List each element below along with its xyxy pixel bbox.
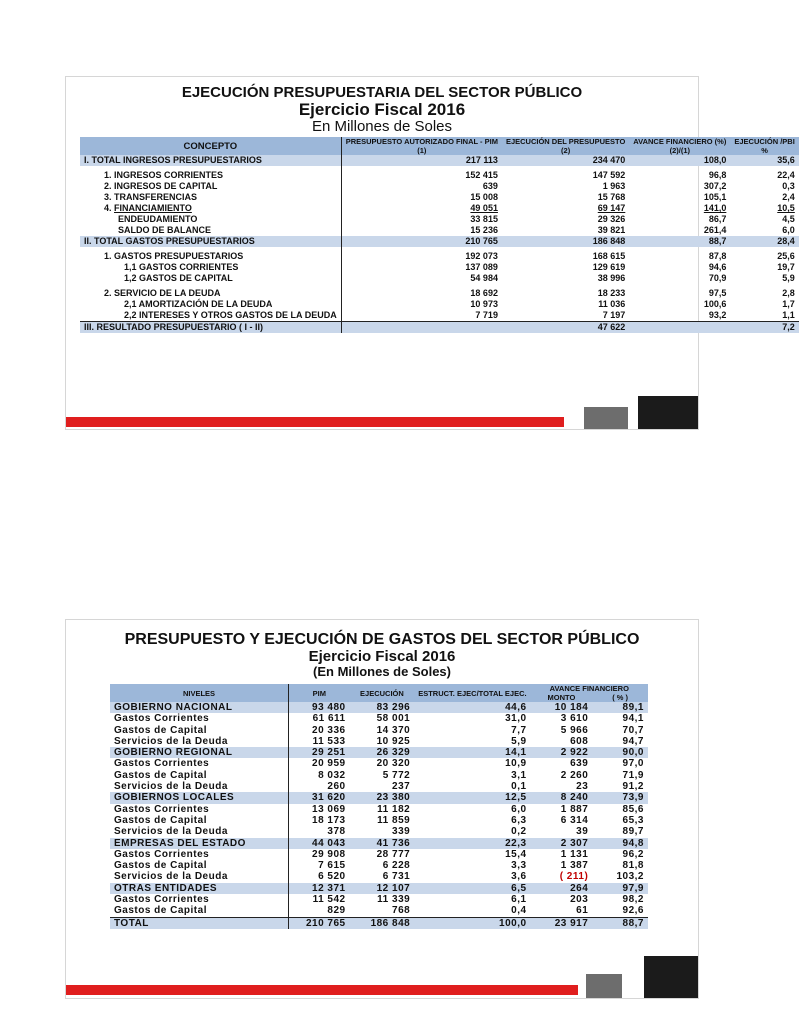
cell-estructura: 15,4 [505, 848, 527, 860]
cell-ejec: 11 339 [377, 894, 411, 906]
header-monto: MONTO [531, 693, 593, 702]
slide1-units: En Millones de Soles [311, 117, 453, 135]
row-label: 2. INGRESOS DE CAPITAL [80, 181, 341, 192]
cell-estructura: 14,1 [414, 747, 530, 758]
row-label: 1. GASTOS PRESUPUESTARIOS [80, 251, 341, 262]
cell-avance: 141,0 [703, 203, 727, 213]
cell-monto: 608 [570, 735, 589, 747]
cell-ejec: 147 592 [592, 170, 626, 180]
cell-pim: 210 765 [341, 236, 502, 247]
cell-pim: 12 371 [289, 883, 350, 894]
row-label: 1,1 GASTOS CORRIENTES [80, 262, 341, 273]
cell-pim: 378 [327, 826, 346, 838]
row-label: I. TOTAL INGRESOS PRESUPUESTARIOS [80, 155, 341, 166]
cell-pbi: 25,6 [777, 251, 795, 261]
spending-levels-table [110, 684, 648, 929]
table-row [80, 181, 799, 192]
cell-pim: 20 959 [312, 758, 346, 770]
cell-avance: 261,4 [703, 225, 727, 235]
row-label-underlined: FINANCIAMIENTO [114, 203, 192, 213]
row-label: 3. TRANSFERENCIAS [80, 192, 341, 203]
row-label: Gastos Corrientes [110, 758, 289, 769]
cell-ejec: 339 [392, 826, 411, 838]
table-row [110, 725, 648, 736]
cell-avance [629, 322, 730, 334]
section-row [110, 917, 648, 929]
cell-ejec: 7 197 [502, 310, 629, 322]
cell-pim: 61 611 [312, 713, 346, 725]
cell-monto: 61 [576, 905, 589, 917]
cell-monto: 23 [576, 781, 589, 793]
cell-ejec: 168 615 [592, 251, 626, 261]
table-row [110, 758, 648, 769]
row-label: Gastos de Capital [110, 905, 289, 917]
cell-pbi: 19,7 [777, 262, 795, 272]
cell-ejec: 18 233 [597, 288, 626, 298]
row-label: 2,1 AMORTIZACIÓN DE LA DEUDA [80, 299, 341, 310]
cell-ejec: 15 768 [597, 192, 626, 202]
cell-pct: 85,6 [622, 803, 644, 815]
row-number: 4. [104, 203, 115, 213]
cell-pim: 639 [482, 181, 498, 191]
cell-avance: 105,1 [703, 192, 727, 202]
cell-monto: 1 887 [560, 803, 589, 815]
cell-monto: 2 307 [531, 838, 593, 849]
cell-pim: 93 480 [289, 702, 350, 713]
cell-estructura: 12,5 [414, 792, 530, 803]
footer-dark-block [644, 956, 698, 998]
cell-pim: 54 984 [470, 273, 498, 283]
slide2-title: PRESUPUESTO Y EJECUCIÓN DE GASTOS DEL SECTOR PÚBLICO [124, 631, 640, 648]
cell-pim: 13 069 [312, 803, 346, 815]
cell-avance: 100,6 [703, 299, 727, 309]
cell-estructura: 6,3 [511, 814, 527, 826]
row-label: OTRAS ENTIDADES [110, 883, 289, 894]
slide-ejecucion-presupuestaria [66, 77, 795, 429]
table-row [110, 871, 648, 882]
header-ejecucion: EJECUCIÓN DEL PRESUPUESTO [502, 137, 629, 146]
row-label: Servicios de la Deuda [110, 871, 289, 882]
subheader-avance: (2)/(1) [629, 146, 730, 155]
cell-monto: 5 966 [560, 724, 589, 736]
cell-pim: 33 815 [470, 214, 498, 224]
cell-monto: 6 314 [560, 814, 589, 826]
table-row [80, 262, 799, 273]
header-concepto: CONCEPTO [80, 137, 341, 155]
cell-pct: 89,1 [592, 702, 648, 713]
cell-pbi: 4,5 [782, 214, 795, 224]
cell-monto: 10 184 [531, 702, 593, 713]
table-row [110, 905, 648, 917]
cell-pim: 15 008 [470, 192, 498, 202]
cell-ejec: 10 925 [376, 735, 411, 747]
cell-pbi: 0,3 [782, 181, 795, 191]
cell-estructura: 6,0 [511, 803, 527, 815]
cell-avance: 87,8 [708, 251, 727, 261]
footer-grey-block [586, 974, 622, 998]
slide-presupuesto-gastos [66, 620, 698, 998]
cell-ejec: 186 848 [350, 917, 415, 929]
row-label: Servicios de la Deuda [110, 826, 289, 837]
table-row [110, 713, 648, 724]
row-label: II. TOTAL GASTOS PRESUPUESTARIOS [80, 236, 341, 247]
cell-pct: 96,2 [622, 848, 644, 860]
table-row [110, 849, 648, 860]
cell-estructura: 5,9 [511, 735, 527, 747]
row-label: GOBIERNO REGIONAL [110, 747, 289, 758]
cell-pct: 70,7 [622, 724, 644, 736]
table-row [80, 155, 799, 166]
cell-ejec: 14 370 [376, 724, 411, 736]
header-pbi: EJECUCIÓN /PBI [730, 137, 798, 146]
cell-monto: 203 [570, 894, 589, 906]
row-label: Gastos de Capital [110, 770, 289, 781]
cell-estructura: 6,1 [511, 894, 527, 906]
row-label: Servicios de la Deuda [110, 736, 289, 747]
table-row [80, 288, 799, 299]
row-label: 1. INGRESOS CORRIENTES [80, 170, 341, 181]
cell-pbi: 1,7 [782, 299, 795, 309]
cell-pbi: 5,9 [782, 273, 795, 283]
cell-ejec: 1 963 [602, 181, 626, 191]
cell-pim: 8 032 [318, 769, 346, 781]
row-label: Gastos de Capital [110, 815, 289, 826]
cell-ejec: 6 731 [382, 871, 411, 883]
cell-monto: 3 610 [560, 713, 589, 725]
cell-ejec: 41 736 [350, 838, 415, 849]
cell-monto: 2 922 [531, 747, 593, 758]
cell-ejec: 20 320 [376, 758, 411, 770]
table-header-row [80, 137, 799, 146]
cell-pbi: 35,6 [730, 155, 798, 166]
cell-avance: 96,8 [708, 170, 727, 180]
cell-estructura: 3,3 [511, 860, 527, 872]
table-row [110, 770, 648, 781]
cell-ejec: 69 147 [597, 203, 626, 213]
row-label: ENDEUDAMIENTO [80, 214, 341, 225]
cell-estructura: 100,0 [414, 917, 530, 929]
table-row [80, 310, 799, 322]
cell-pim: 44 043 [289, 838, 350, 849]
cell-monto: 2 260 [560, 769, 589, 781]
slide1-subtitle: Ejercicio Fiscal 2016 [298, 99, 466, 119]
cell-estructura: 44,6 [414, 702, 530, 713]
cell-monto: 1 387 [560, 860, 589, 872]
header-pim: PRESUPUESTO AUTORIZADO FINAL - PIM [341, 137, 502, 146]
table-header-row [110, 684, 648, 693]
row-label: SALDO DE BALANCE [80, 225, 341, 236]
table-row [80, 192, 799, 203]
row-label: 2. SERVICIO DE LA DEUDA [80, 288, 341, 299]
cell-avance: 70,9 [708, 273, 727, 283]
cell-pct: 90,0 [592, 747, 648, 758]
cell-pim: 260 [327, 781, 346, 793]
cell-pct: 89,7 [622, 826, 644, 838]
row-label: Servicios de la Deuda [110, 781, 289, 792]
cell-pim: 11 542 [312, 894, 346, 906]
cell-avance: 88,7 [629, 236, 730, 247]
table-row [80, 273, 799, 284]
table-row [80, 225, 799, 236]
row-label: III. RESULTADO PRESUPUESTARIO ( I - II) [80, 322, 341, 334]
cell-ejec: 11 036 [598, 299, 626, 309]
cell-pim: 10 973 [470, 299, 498, 309]
cell-estructura: 7,7 [511, 724, 527, 736]
cell-pct: 103,2 [616, 871, 644, 883]
cell-pim: 192 073 [465, 251, 498, 261]
cell-pim: 18 692 [470, 288, 498, 298]
cell-avance: 86,7 [708, 214, 727, 224]
cell-monto: 1 131 [560, 848, 589, 860]
spending-levels-body [110, 702, 648, 929]
cell-estructura: 0,4 [511, 905, 527, 917]
cell-pct: 73,9 [592, 792, 648, 803]
cell-pim: 11 533 [312, 735, 346, 747]
cell-ejec: 47 622 [502, 322, 629, 334]
cell-pct: 91,2 [622, 781, 644, 793]
cell-pbi: 6,0 [782, 225, 795, 235]
cell-pct: 81,8 [622, 860, 644, 872]
row-label: Gastos Corrientes [110, 849, 289, 860]
cell-estructura: 31,0 [505, 713, 527, 725]
cell-pbi: 7,2 [730, 322, 798, 334]
cell-estructura: 6,5 [414, 883, 530, 894]
cell-ejec: 5 772 [382, 769, 411, 781]
row-label: 1,2 GASTOS DE CAPITAL [80, 273, 341, 284]
header-estructura: ESTRUCT. EJEC/TOTAL EJEC. [414, 684, 530, 702]
row-label: Gastos Corrientes [110, 804, 289, 815]
cell-pbi: 10,5 [777, 203, 795, 213]
header-avance: AVANCE FINANCIERO (%) [629, 137, 730, 146]
cell-avance: 93,2 [629, 310, 730, 322]
cell-monto: 39 [576, 826, 589, 838]
cell-pim: 7 719 [341, 310, 502, 322]
cell-pbi: 2,8 [782, 288, 795, 298]
row-label [80, 203, 341, 214]
footer-dark-block [638, 396, 698, 429]
cell-pim: 6 520 [318, 871, 346, 883]
slide1-title: EJECUCIÓN PRESUPUESTARIA DEL SECTOR PÚBLICO [181, 84, 583, 101]
table-row [110, 804, 648, 815]
cell-pim: 210 765 [289, 917, 350, 929]
header-ejecucion: EJECUCIÓN [350, 684, 415, 702]
row-label: 2,2 INTERESES Y OTROS GASTOS DE LA DEUDA [80, 310, 341, 322]
cell-ejec: 237 [392, 781, 411, 793]
row-label: Gastos de Capital [110, 860, 289, 871]
cell-pct: 94,8 [592, 838, 648, 849]
cell-ejec: 26 329 [350, 747, 415, 758]
budget-execution-table [80, 137, 799, 333]
cell-pim: 29 251 [289, 747, 350, 758]
cell-ejec: 12 107 [350, 883, 415, 894]
cell-pim [341, 322, 502, 334]
cell-ejec: 234 470 [502, 155, 629, 166]
cell-ejec: 83 296 [350, 702, 415, 713]
cell-pct: 88,7 [592, 917, 648, 929]
cell-monto: 8 240 [531, 792, 593, 803]
row-label: GOBIERNO NACIONAL [110, 702, 289, 713]
section-row [110, 747, 648, 758]
row-label: Gastos Corrientes [110, 713, 289, 724]
cell-estructura: 3,1 [511, 769, 527, 781]
slide2-subtitle: Ejercicio Fiscal 2016 [308, 647, 456, 665]
table-row [80, 299, 799, 310]
cell-ejec: 23 380 [350, 792, 415, 803]
table-row [110, 894, 648, 905]
table-row [80, 236, 799, 247]
cell-pim: 15 236 [470, 225, 498, 235]
cell-estructura: 22,3 [414, 838, 530, 849]
table-row [80, 251, 799, 262]
cell-avance: 97,5 [708, 288, 727, 298]
cell-ejec: 186 848 [502, 236, 629, 247]
header-avance: AVANCE FINANCIERO [531, 684, 648, 693]
cell-pct: 71,9 [622, 769, 644, 781]
header-niveles: NIVELES [110, 684, 289, 702]
cell-monto: 639 [570, 758, 589, 770]
footer-red-bar [66, 417, 564, 427]
cell-pct: 98,2 [622, 894, 644, 906]
cell-pim: 137 089 [465, 262, 498, 272]
cell-pbi: 2,4 [782, 192, 795, 202]
cell-pim: 31 620 [289, 792, 350, 803]
section-row [110, 838, 648, 849]
cell-avance: 108,0 [629, 155, 730, 166]
cell-pim: 29 908 [312, 848, 346, 860]
cell-pim: 829 [327, 905, 346, 917]
cell-estructura: 0,1 [511, 781, 527, 793]
cell-ejec: 38 996 [597, 273, 626, 283]
subheader-pim: (1) [341, 146, 502, 155]
table-row [80, 170, 799, 181]
table-row [110, 736, 648, 747]
cell-ejec: 129 619 [592, 262, 626, 272]
row-label: GOBIERNOS LOCALES [110, 792, 289, 803]
table-row [110, 860, 648, 871]
cell-pct: 94,7 [622, 735, 644, 747]
cell-monto: 264 [531, 883, 593, 894]
cell-pim: 18 173 [312, 814, 346, 826]
cell-avance: 307,2 [703, 181, 727, 191]
cell-pim: 152 415 [465, 170, 498, 180]
cell-pct: 97,9 [592, 883, 648, 894]
row-label: EMPRESAS DEL ESTADO [110, 838, 289, 849]
cell-estructura: 3,6 [511, 871, 527, 883]
cell-pim: 20 336 [312, 724, 346, 736]
section-row [110, 883, 648, 894]
row-label: TOTAL [110, 917, 289, 929]
cell-pct: 97,0 [622, 758, 644, 770]
cell-monto: ( 211) [559, 871, 589, 883]
cell-monto: 23 917 [531, 917, 593, 929]
cell-avance: 94,6 [708, 262, 727, 272]
cell-ejec: 28 777 [376, 848, 411, 860]
cell-estructura: 0,2 [511, 826, 527, 838]
section-row [110, 702, 648, 713]
cell-pct: 92,6 [622, 905, 644, 917]
cell-pim: 49 051 [470, 203, 498, 213]
cell-pct: 94,1 [622, 713, 644, 725]
slide2-units: (En Millones de Soles) [313, 663, 451, 679]
cell-ejec: 29 326 [597, 214, 626, 224]
table-row [110, 815, 648, 826]
cell-pim: 7 615 [318, 860, 346, 872]
table-row [80, 203, 799, 214]
cell-ejec: 11 859 [377, 814, 411, 826]
footer-grey-block [584, 407, 628, 429]
cell-pbi: 1,1 [730, 310, 798, 322]
cell-pbi: 22,4 [777, 170, 795, 180]
cell-ejec: 768 [392, 905, 411, 917]
header-pct: ( % ) [592, 693, 648, 702]
row-label: Gastos Corrientes [110, 894, 289, 905]
table-row [80, 214, 799, 225]
cell-pct: 65,3 [622, 814, 644, 826]
subheader-pbi: % [730, 146, 798, 155]
table-row [80, 322, 799, 334]
cell-pim: 217 113 [341, 155, 502, 166]
cell-pbi: 28,4 [730, 236, 798, 247]
table-row [110, 781, 648, 792]
cell-ejec: 58 001 [376, 713, 411, 725]
section-row [110, 792, 648, 803]
table-row [110, 826, 648, 837]
cell-ejec: 6 228 [382, 860, 411, 872]
row-label: Gastos de Capital [110, 725, 289, 736]
subheader-ejecucion: (2) [502, 146, 629, 155]
cell-estructura: 10,9 [505, 758, 527, 770]
cell-ejec: 11 182 [377, 803, 411, 815]
cell-ejec: 39 821 [597, 225, 626, 235]
header-pim: PIM [289, 684, 350, 702]
footer-red-bar [66, 985, 578, 995]
